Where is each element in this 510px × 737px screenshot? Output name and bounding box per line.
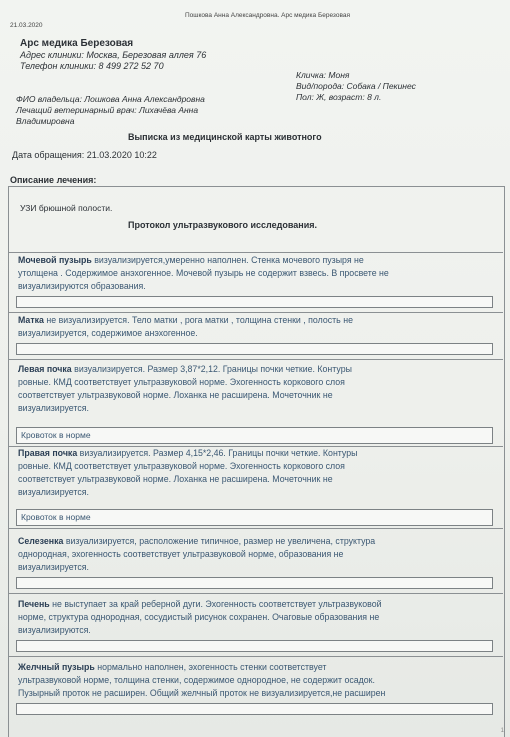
organ-right-kidney [18, 447, 488, 499]
page-number: 1 [500, 728, 504, 734]
organ-bladder [18, 254, 488, 293]
organ-spleen [18, 535, 488, 574]
organ-text: Пузырный проток не расширен. Общий желчный проток не визуализируется,не расширен [18, 688, 386, 698]
divider [8, 359, 503, 360]
organ-gallbladder [18, 661, 488, 700]
organ-uterus [18, 314, 488, 340]
organ-name: Селезенка [18, 536, 64, 546]
organ-liver [18, 598, 488, 637]
divider [8, 656, 503, 657]
divider [8, 312, 503, 313]
field-value: Кровоток в норме [21, 512, 91, 522]
pet-breed: Вид/порода: Собака / Пекинес [296, 81, 416, 91]
organ-text: визуализируется. Размер 3,87*2,12. Границы почки четкие. Контуры [71, 364, 352, 374]
bladder-field[interactable] [16, 296, 493, 308]
section-title: Описание лечения: [10, 175, 97, 185]
clinic-address: Адрес клиники: Москва, Березовая аллея 76 [20, 50, 207, 60]
pet-nickname: Кличка: Моня [296, 70, 350, 80]
organ-text: визуализируется, содержимое анэхогенное. [18, 328, 198, 338]
left-kidney-field[interactable] [16, 427, 493, 444]
divider [8, 252, 503, 253]
pet-sex-age: Пол: Ж, возраст: 8 л. [296, 92, 382, 102]
organ-name: Матка [18, 315, 44, 325]
uterus-field[interactable] [16, 343, 493, 355]
organ-name: Правая почка [18, 448, 78, 458]
organ-text: однородная, эхогенность соответствует ультразвуковой норме, образования не [18, 549, 344, 559]
organ-text: визуализируется,умеренно наполнен. Стенка мочевого пузыря не [91, 255, 364, 265]
organ-text: визуализируется. [18, 403, 89, 413]
organ-name: Левая почка [18, 364, 72, 374]
divider [8, 528, 503, 529]
doctor-name-cont: Владимировна [16, 116, 75, 126]
organ-text: ровные. КМД соответствует ультразвуковой норме. Эхогенность коркового слоя [18, 461, 345, 471]
organ-text: норме, структура однородная, сосудистый рисунок сохранен. Очаговые образования не [18, 612, 380, 622]
organ-text: ультразвуковой норме, толщина стенки, содержимое однородное, не содержит осадок. [18, 675, 375, 685]
organ-name: Желчный пузырь [18, 662, 95, 672]
header-caption: Пошкова Анна Александровна. Арс медика Березовая [185, 12, 350, 19]
doctor-name: Лечащий ветеринарный врач: Лихачёва Анна [16, 105, 199, 115]
header-date: 21.03.2020 [10, 22, 43, 29]
organ-text: нормально наполнен, эхогенность стенки соответствует [94, 662, 327, 672]
clinic-name: Арс медика Березовая [20, 38, 134, 49]
divider [8, 593, 503, 594]
organ-text: соответствует ультразвуковой норме. Лоханка не расширена. Мочеточник не [18, 474, 333, 484]
owner-name: ФИО владельца: Лошкова Анна Александровна [16, 94, 205, 104]
organ-text: не визуализируется. Тело матки , рога матки , толщина стенки , полость не [43, 315, 353, 325]
organ-name: Печень [18, 599, 50, 609]
organ-text: визуализируется. [18, 487, 89, 497]
organ-text: не выступает за край реберной дуги. Эхогенность соответствует ультразвуковой [49, 599, 382, 609]
exam-type: УЗИ брюшной полости. [20, 203, 113, 213]
gallbladder-field[interactable] [16, 703, 493, 715]
organ-text: визуализируется. Размер 4,15*2,46. Границы почки четкие. Контуры [77, 448, 358, 458]
field-value: Кровоток в норме [21, 430, 91, 440]
appeal-date: Дата обращения: 21.03.2020 10:22 [12, 150, 157, 160]
organ-name: Мочевой пузырь [18, 255, 92, 265]
organ-text: утолщена . Содержимое анэхогенное. Мочевой пузырь не содержит взвесь. В просвете не [18, 268, 389, 278]
protocol-title: Протокол ультразвукового исследования. [128, 220, 317, 230]
liver-field[interactable] [16, 640, 493, 652]
organ-text: визуализируются образования. [18, 281, 146, 291]
organ-text: визуализируется, расположение типичное, размер не увеличена, структура [63, 536, 376, 546]
organ-text: визуализируются. [18, 625, 91, 635]
document-title: Выписка из медицинской карты животного [128, 132, 322, 142]
organ-text: визуализируется. [18, 562, 89, 572]
organ-left-kidney [18, 363, 488, 415]
spleen-field[interactable] [16, 577, 493, 589]
organ-text: ровные. КМД соответствует ультразвуковой норме. Эхогенность коркового слоя [18, 377, 345, 387]
right-kidney-field[interactable] [16, 509, 493, 526]
organ-text: соответствует ультразвуковой норме. Лоханка не расширена. Мочеточник не [18, 390, 333, 400]
clinic-phone: Телефон клиники: 8 499 272 52 70 [20, 61, 164, 71]
